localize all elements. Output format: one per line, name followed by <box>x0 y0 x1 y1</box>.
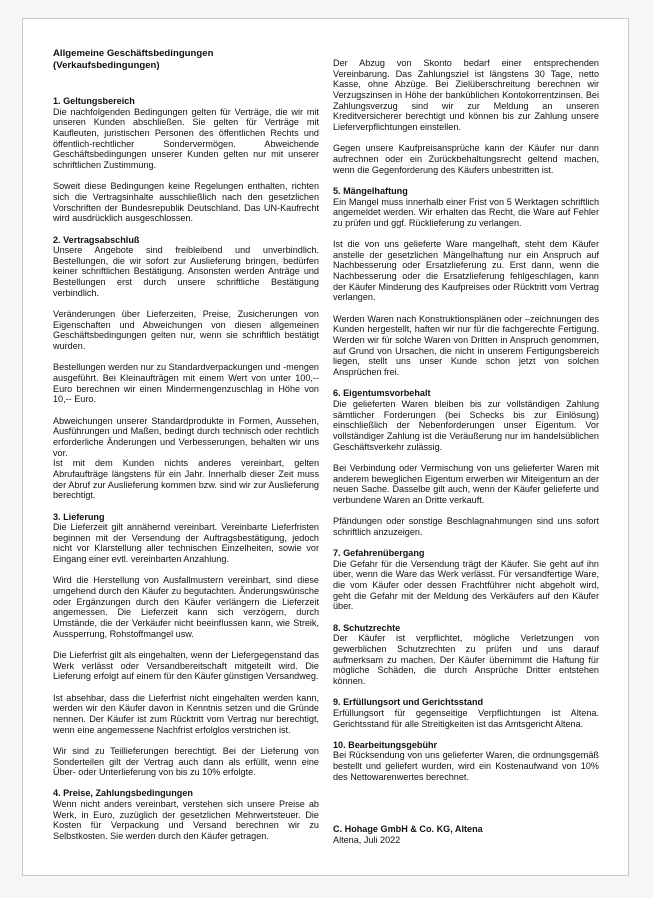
right-column <box>333 58 599 846</box>
section-preise <box>53 788 319 841</box>
section-heading: 1. Geltungsbereich <box>53 96 135 106</box>
section-maengelhaftung <box>333 186 599 378</box>
section-erfuellungsort <box>333 697 599 729</box>
section-geltungsbereich <box>53 96 319 224</box>
section-heading: 3. Lieferung <box>53 511 105 522</box>
paragraph: Ein Mangel muss innerhalb einer Frist von 5 Werktagen schriftlich angemeldet werden. Wir erhalten das Recht, die Ware auf Fehler zu prüfen und ggf. Rücklieferung zu verlangen. <box>333 196 599 228</box>
paragraph: Bestellungen werden nur zu Standardverpackungen und -mengen ausgeführt. Bei Kleinaufträgen mit einem Wert von unter 100,-- Euro berechnen wir einen Mindermengenzuschlag in Höhe von 10,-- Euro. <box>53 362 319 405</box>
paragraph: Die nachfolgenden Bedingungen gelten für Verträge, die wir mit unseren Kunden abschließen. Sie gelten für Verträge mit Kaufleuten, juristischen Personen des öffentlichen Rechts und öffentlich-rechtlicher Sondervermögen. Abweichende Geschäftsbedingungen unserer Kunden gelten nur mit unserer schriftlichen Zustimmung. <box>53 106 319 170</box>
title-line-2: (Verkaufsbedingungen) <box>53 60 160 71</box>
paragraph: Der Abzug von Skonto bedarf einer entsprechenden Vereinbarung. Das Zahlungsziel ist längstens 30 Tage, netto Kasse, ohne Abzüge. Bei Zielüberschreitung berechnen wir Verzugszinsen in Höhe der banküblichen Kontokorrentzinsen. Bei Zahlungsverzug sind wir zur Meldung an unseren Kreditversicherer berechtigt und können bis zur Zahlung unsere Lieferverpflichtungen einstellen. <box>333 58 599 132</box>
paragraph: Pfändungen oder sonstige Beschlagnahmungen sind uns sofort schriftlich anzuzeigen. <box>333 516 599 537</box>
section-bearbeitungsgebuehr <box>333 740 599 783</box>
section-heading: 6. Eigentumsvorbehalt <box>333 388 431 399</box>
paragraph: Die Lieferzeit gilt annähernd vereinbart. Vereinbarte Lieferfristen beginnen mit der Versendung der Auftragsbestätigung, jedoch nicht vor Klarstellung aller technischen Einzelheiten, sowie vor Eingang einer evtl. vereinbarten Anzahlung. <box>53 522 319 565</box>
paragraph: Abweichungen unserer Standardprodukte in Formen, Aussehen, Ausführungen und Maßen, bedingt durch technisch oder rechtlich erforderliche Änderungen und Verbesserungen, behalten wir uns vor. <box>53 415 319 458</box>
section-vertragsabschluss <box>53 235 319 501</box>
paragraph: Bei Verbindung oder Vermischung von uns gelieferter Waren mit anderem beweglichen Eigentum erwerben wir Miteigentum an der neuen Sache. Dasselbe gilt auch, wenn der Käufer gelieferte und verbundene Waren an Dritte verkauft. <box>333 462 599 505</box>
company-name: C. Hohage GmbH & Co. KG, Altena <box>333 824 483 835</box>
paragraph: Unsere Angebote sind freibleibend und unverbindlich. Bestellungen, die wir sofort zur Auslieferung bringen, bedürfen keiner schriftlichen Bestätigung. Ansonsten werden Anträge und Bestellungen erst durch unsere schriftliche Bestätigung verbindlich. <box>53 245 319 298</box>
left-column <box>53 48 319 852</box>
paragraph: Die Gefahr für die Versendung trägt der Käufer. Sie geht auf ihn über, wenn die Ware das Werk verlässt. Für versandfertige Ware, die vom Käufer oder dessen Frachtführer nicht abgeholt wird, geht die Gefahr mit der Meldung des Verkäufers auf den Käufer über. <box>333 558 599 612</box>
paragraph: Der Käufer ist verpflichtet, mögliche Verletzungen von gewerblichen Schutzrechten zu prüfen und uns darauf aufmerksam zu machen. Der Käufer übernimmt die Haftung für mögliche Schäden, die durch Ansprüche Dritter entstehen können. <box>333 633 599 686</box>
document-footer <box>333 824 599 845</box>
document-page <box>22 18 629 876</box>
paragraph: Ist absehbar, dass die Lieferfrist nicht eingehalten werden kann, werden wir den Käufer davon in Kenntnis setzen und die Gründe nennen. Der Käufer ist zum Rücktritt vom Vertrag nur berechtigt, wenn eine angemessene Nachfrist erfolglos verstrichen ist. <box>53 692 319 735</box>
section-heading: 10. Bearbeitungsgebühr <box>333 739 438 750</box>
paragraph: Veränderungen über Lieferzeiten, Preise, Zusicherungen von Eigenschaften und Abweichungen von diesen allgemeinen Geschäftsbedingungen gelten nur, wenn sie schriftlich bestätigt wurden. <box>53 309 319 352</box>
section-heading: 9. Erfüllungsort und Gerichtsstand <box>333 697 484 708</box>
paragraph: Wird die Herstellung von Ausfallmustern vereinbart, sind diese umgehend durch den Käufer zu begutachten. Änderungswünsche oder Ergänzungen durch den Käufer verlängern die Lieferzeit angemessen. Die Lieferzeit kann sich verzögern, durch Umstände, die der Verkäufer nicht beeinflussen kann, wie Streik, Aussperrung, Rohstoffmangel usw. <box>53 575 319 639</box>
paragraph: Ist mit dem Kunden nichts anderes vereinbart, gelten Abrufaufträge längstens für ein Jahr. Innerhalb dieser Zeit muss der Abruf zur Auslieferung kommen bzw. sind wir zur Auslieferung berechtigt. <box>53 458 319 501</box>
section-heading: 4. Preise, Zahlungsbedingungen <box>53 788 193 799</box>
paragraph: Erfüllungsort für gegenseitige Verpflichtungen ist Altena. Gerichtsstand für alle Streitigkeiten ist das Amtsgericht Altena. <box>333 707 599 729</box>
paragraph: Gegen unsere Kaufpreisansprüche kann der Käufer nur dann aufrechnen oder ein Zurückbehaltungsrecht geltend machen, wenn die Gegenforderung des Käufers unbestritten ist. <box>333 143 599 175</box>
section-gefahrenuebergang <box>333 548 599 612</box>
paragraph: Bei Rücksendung von uns gelieferter Waren, die ordnungsgemäß bestellt und geliefert wurden, wird ein Kostenaufwand von 10% des Nettowarenwertes berechnet. <box>333 750 599 782</box>
paragraph: Ist die von uns gelieferte Ware mangelhaft, steht dem Käufer anstelle der gesetzlichen Mängelhaftung nur ein Anspruch auf Nachbesserung oder Ersatzlieferung zu. Erst dann, wenn die Nachbesserung oder die Ersatzlieferung fehlgeschlagen, kann der Käufer Minderung des Kaufpreises oder Rücktritt vom Vertrag verlangen. <box>333 239 599 303</box>
title-line-1: Allgemeine Geschäftsbedingungen <box>53 48 214 59</box>
section-heading: 7. Gefahrenübergang <box>333 548 425 559</box>
paragraph: Soweit diese Bedingungen keine Regelungen enthalten, richten sich die Vertragsinhalte ausschließlich nach den gesetzlichen Vorschriften der Bundesrepublik Deutschland. Das UN-Kaufrecht wird ausdrücklich ausgeschlossen. <box>53 181 319 224</box>
section-heading: 2. Vertragsabschluß <box>53 234 140 245</box>
place-date: Altena, Juli 2022 <box>333 835 401 846</box>
paragraph: Wenn nicht anders vereinbart, verstehen sich unsere Preise ab Werk, in Euro, zuzüglich der gesetzlichen Mehrwertsteuer. Die Kosten für Verpackung und Versand berechnen wir zu Selbstkosten. Sie werden durch den Käufer getragen. <box>53 799 319 842</box>
section-heading: 5. Mängelhaftung <box>333 185 408 196</box>
section-lieferung <box>53 512 319 778</box>
paragraph: Die Lieferfrist gilt als eingehalten, wenn der Liefergegenstand das Werk verlässt oder Versandbereitschaft mitgeteilt wird. Die Lieferung erfolgt auf einem für den Käufer günstigen Versandweg. <box>53 650 319 682</box>
document-title <box>53 48 319 72</box>
paragraph: Wir sind zu Teillieferungen berechtigt. Bei der Lieferung von Sonderteilen gilt der Vertrag auch dann als erfüllt, wenn eine Über- oder Unterlieferung von bis zu 10% erfolgte. <box>53 745 319 778</box>
paragraph: Die gelieferten Waren bleiben bis zur vollständigen Zahlung sämtlicher Forderungen (bei Schecks bis zur Einlösung) einschließlich der Nebenforderungen unser Eigentum. Vor vollständiger Zahlung ist die Veräußerung nur im handelsüblichen Geschäftsverkehr zulässig. <box>333 398 599 452</box>
section-heading: 8. Schutzrechte <box>333 622 401 633</box>
section-schutzrechte <box>333 623 599 687</box>
paragraph: Werden Waren nach Konstruktionsplänen oder –zeichnungen des Kunden hergestellt, haften wir nur für die fachgerechte Fertigung. Werden wir für solche Waren von Dritten in Anspruch genommen, auf Grund von Ursachen, die nicht in unserem Fertigungsbereich liegen, stellt uns unser Kunde schon jetzt von solchen Ansprüchen frei. <box>333 313 599 377</box>
section-eigentumsvorbehalt <box>333 388 599 537</box>
